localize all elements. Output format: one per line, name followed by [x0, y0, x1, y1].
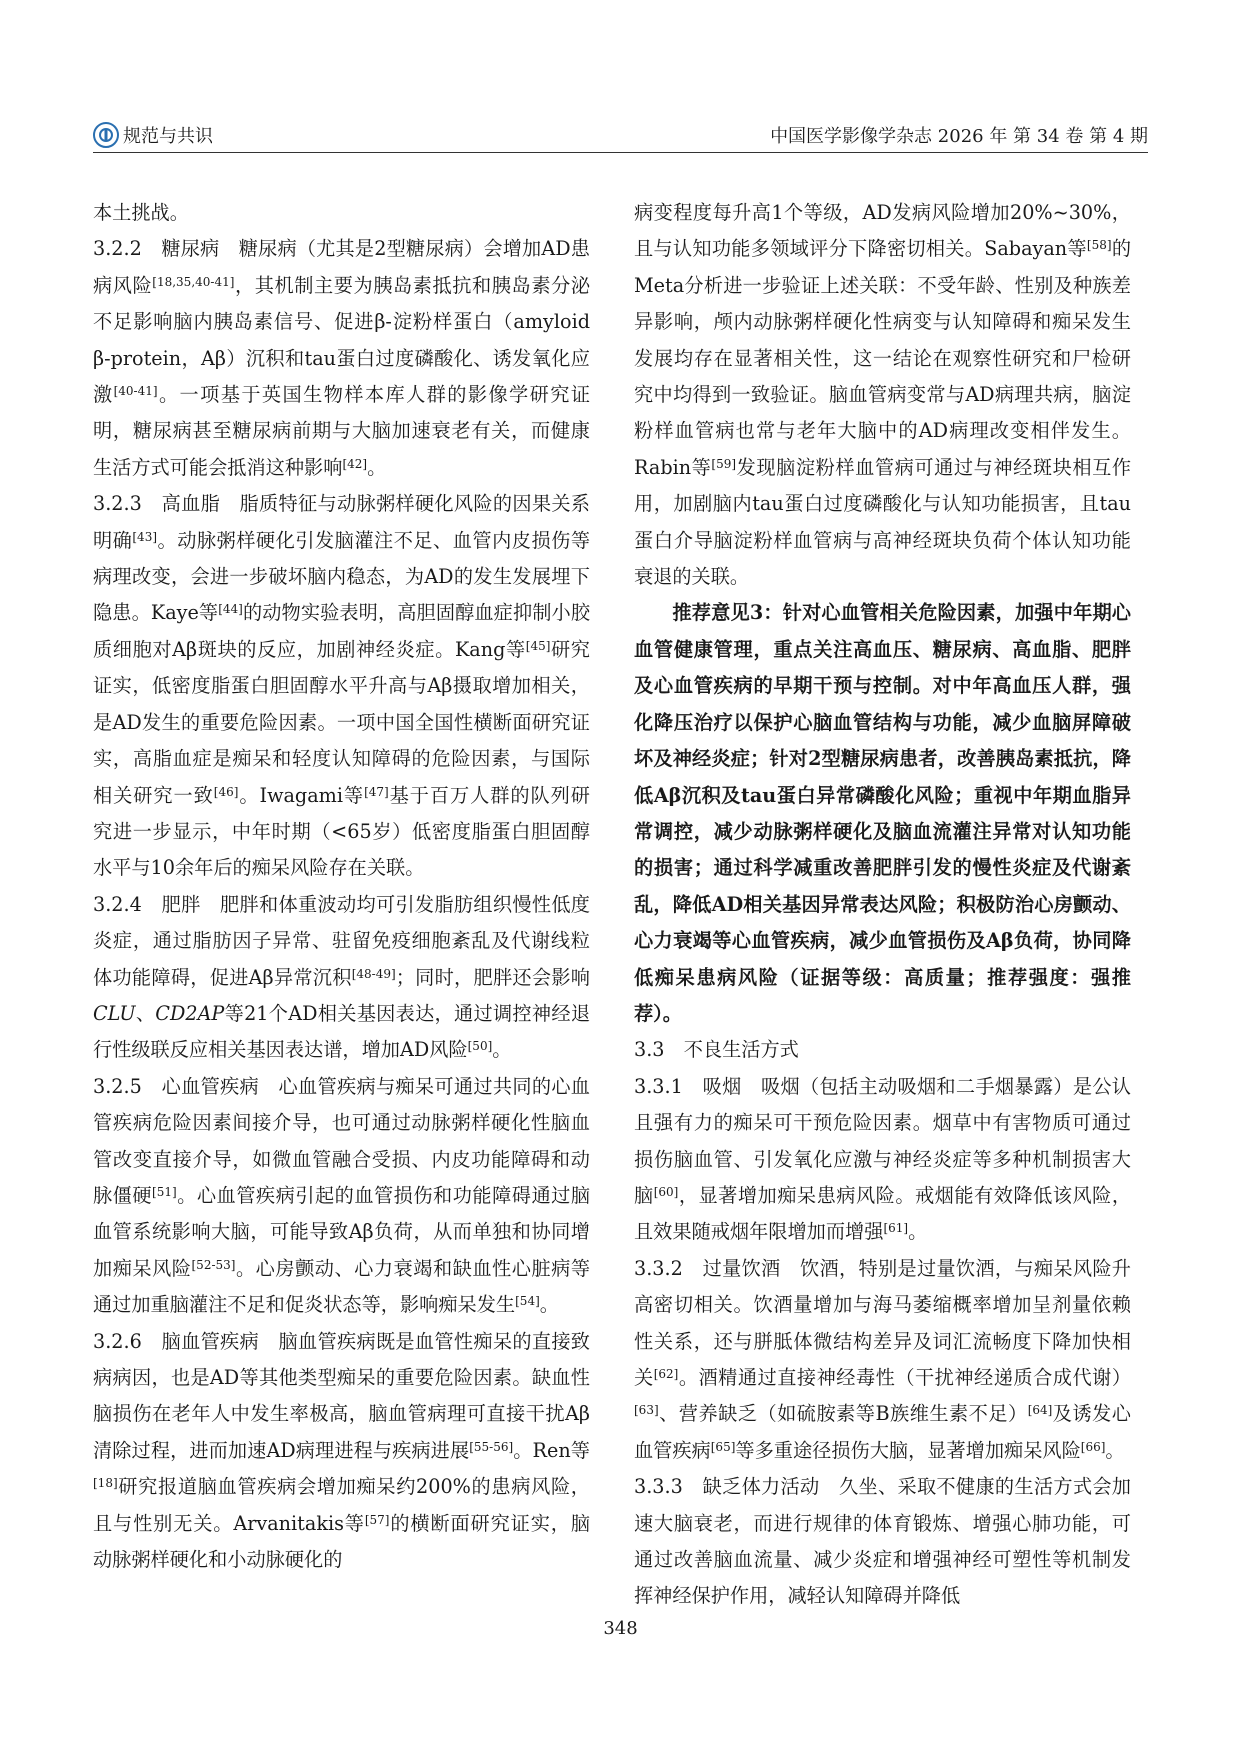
paragraph-obesity: 3.2.4 肥胖 肥胖和体重波动均可引发脂肪组织慢性低度炎症，通过脂肪因子异常、驻留免疫细胞紊乱及代谢线粒体功能障碍，促进Aβ异常沉积[48-49]；同时，肥胖还会影响CLU、CD2AP等21个AD相关基因表达，通过调控神经退行性级联反应相关基因表达谱，增加AD风险[50]。 — [93, 892, 591, 1062]
section-heading: 3.3 不良生活方式 — [634, 1038, 799, 1062]
citation: [63] — [634, 1403, 659, 1418]
citation: [66] — [1080, 1439, 1106, 1454]
section-title: 规范与共识 — [123, 126, 213, 147]
citation: [54] — [515, 1294, 540, 1309]
citation: [58] — [1086, 238, 1112, 253]
paragraph-alcohol: 3.3.2 过量饮酒 饮酒，特别是过量饮酒，与痴呆风险升高密切相关。饮酒量增加与海马萎缩概率增加呈剂量依赖性关系，还与胼胝体微结构差异及词汇流畅度下降加快相关[62]。酒精通过直接神经毒性（干扰神经递质合成代谢）[63]、营养缺乏（如硫胺素等B族维生素不足）[64]及诱发心血管疾病[65]等多重途径损伤大脑，显著增加痴呆风险[66]。 — [634, 1256, 1132, 1462]
paragraph-physical-activity: 3.3.3 缺乏体力活动 久坐、采取不健康的生活方式会加速大脑衰老，而进行规律的体育锻炼、增强心肺功能，可通过改善脑血流量、减少炎症和增强神经可塑性等机制发挥神经保护作用，减轻认知障碍并降低 — [634, 1475, 1131, 1608]
paragraph-cerebrovascular: 3.2.6 脑血管疾病 脑血管疾病既是血管性痴呆的直接致病病因，也是AD等其他类型痴呆的重要危险因素。缺血性脑损伤在老年人中发生率极高，脑血管病理可直接干扰Aβ清除过程，进而加速AD病理进程与疾病进展[55-56]。Ren等[18]研究报道脑血管疾病会增加痴呆约200%的患病风险，且与性别无关。Arvanitakis等[57]的横断面研究证实，脑动脉粥样硬化和小动脉硬化的 — [93, 1329, 591, 1572]
running-header — [93, 118, 1148, 153]
recommendation-3: 推荐意见3：针对心血管相关危险因素，加强中年期心血管健康管理，重点关注高血压、糖尿病、高血脂、肥胖及心血管疾病的早期干预与控制。对中年高血压人群，强化降压治疗以保护心脑血管结构与功能，减少血脑屏障破坏及神经炎症；针对2型糖尿病患者，改善胰岛素抵抗，降低Aβ沉积及tau蛋白异常磷酸化风险；重视中年期血脂异常调控，减少动脉粥样硬化及脑血流灌注异常对认知功能的损害；通过科学减重改善肥胖引发的慢性炎症及代谢紊乱，降低AD相关基因异常表达风险；积极防治心房颤动、心力衰竭等心血管疾病，减少血管损伤及Aβ负荷，协同降低痴呆患病风险（证据等级：高质量；推荐强度：强推荐）。 — [634, 601, 1131, 1025]
gene-name: CLU — [93, 1001, 136, 1025]
citation: [60] — [653, 1184, 679, 1199]
citation: [61] — [883, 1221, 909, 1236]
citation: [64] — [1027, 1403, 1053, 1418]
citation: [57] — [364, 1512, 390, 1527]
citation: [59] — [711, 456, 737, 471]
citation: [18,35,40-41] — [152, 274, 235, 289]
journal-logo-icon — [93, 122, 119, 148]
citation: [46] — [213, 784, 239, 799]
section-label — [93, 122, 213, 148]
right-column — [634, 195, 1131, 1615]
citation: [62] — [653, 1367, 679, 1381]
citation: [44] — [218, 602, 243, 617]
paragraph-smoking: 3.3.1 吸烟 吸烟（包括主动吸烟和二手烟暴露）是公认且强有力的痴呆可干预危险因素。烟草中有害物质可通过损伤脑血管、引发氧化应激与神经炎症等多种机制损害大脑[60]，显著增加痴呆患病风险。戒烟能有效降低该风险，且效果随戒烟年限增加而增强[61]。 — [634, 1074, 1132, 1244]
gene-name: CD2AP — [155, 1001, 225, 1025]
citation: [51] — [152, 1184, 177, 1199]
citation: [42] — [342, 456, 368, 471]
citation: [52-53] — [191, 1257, 236, 1272]
paragraph-diabetes: 3.2.2 糖尿病 糖尿病（尤其是2型糖尿病）会增加AD患病风险[18,35,40-41]，其机制主要为胰岛素抵抗和胰岛素分泌不足影响脑内胰岛素信号、促进β-淀粉样蛋白（amyloid β-protein，Aβ）沉积和tau蛋白过度磷酸化、诱发氧化应激[40-41]。一项基于英国生物样本库人群的影像学研究证明，糖尿病甚至糖尿病前期与大脑加速衰老有关，而健康生活方式可能会抵消这种影响[42]。 — [93, 237, 591, 479]
left-column — [93, 195, 590, 1578]
citation: [40-41] — [113, 384, 158, 399]
citation: [18] — [93, 1476, 118, 1491]
paragraph-cardiovascular: 3.2.5 心血管疾病 心血管疾病与痴呆可通过共同的心血管疾病危险因素间接介导，也可通过动脉粥样硬化性脑血管改变直接介导，如微血管融合受损、内皮功能障碍和动脉僵硬[51]。心血管疾病引起的血管损伤和功能障碍通过脑血管系统影响大脑，可能导致Aβ负荷，从而单独和协同增加痴呆风险[52-53]。心房颤动、心力衰竭和缺血性心脏病等通过加重脑灌注不足和促炎状态等，影响痴呆发生[54]。 — [93, 1074, 591, 1317]
paragraph: 病变程度每升高1个等级，AD发病风险增加20%~30%，且与认知功能多领域评分下降密切相关。Sabayan等[58]的Meta分析进一步验证上述关联：不受年龄、性别及种族差异影响，颅内动脉粥样硬化性病变与认知障碍和痴呆发生发展均存在显著相关性，这一结论在观察性研究和尸检研究中均得到一致验证。脑血管病变常与AD病理共病，脑淀粉样血管病也常与老年大脑中的AD病理改变相伴发生。Rabin等[59]发现脑淀粉样血管病可通过与神经斑块相互作用，加剧脑内tau蛋白过度磷酸化与认知功能损害，且tau蛋白介导脑淀粉样血管病与高神经斑块负荷个体认知功能衰退的关联。 — [634, 201, 1132, 589]
citation: [47] — [364, 784, 389, 799]
citation: [43] — [132, 529, 158, 544]
page-number: 348 — [603, 1618, 638, 1639]
citation: [55-56] — [469, 1439, 514, 1454]
journal-info: 中国医学影像学杂志 2026 年 第 34 卷 第 4 期 — [770, 126, 1148, 147]
citation: [45] — [525, 638, 551, 653]
paragraph: 本土挑战。 — [93, 201, 189, 224]
citation: [48-49] — [351, 966, 396, 981]
paragraph-hyperlipidemia: 3.2.3 高血脂 脂质特征与动脉粥样硬化风险的因果关系明确[43]。动脉粥样硬化引发脑灌注不足、血管内皮损伤等病理改变，会进一步破坏脑内稳态，为AD的发生发展埋下隐患。Kaye等[44]的动物实验表明，高胆固醇血症抑制小胶质细胞对Aβ斑块的反应，加剧神经炎症。Kang等[45]研究证实，低密度脂蛋白胆固醇水平升高与Aβ摄取增加相关，是AD发生的重要危险因素。一项中国全国性横断面研究证实，高脂血症是痴呆和轻度认知障碍的危险因素，与国际相关研究一致[46]。Iwagami等[47]基于百万人群的队列研究进一步显示，中年时期（<65岁）低密度脂蛋白胆固醇水平与10余年后的痴呆风险存在关联。 — [93, 492, 591, 880]
citation: [65] — [710, 1439, 736, 1454]
citation: [50] — [467, 1039, 493, 1054]
